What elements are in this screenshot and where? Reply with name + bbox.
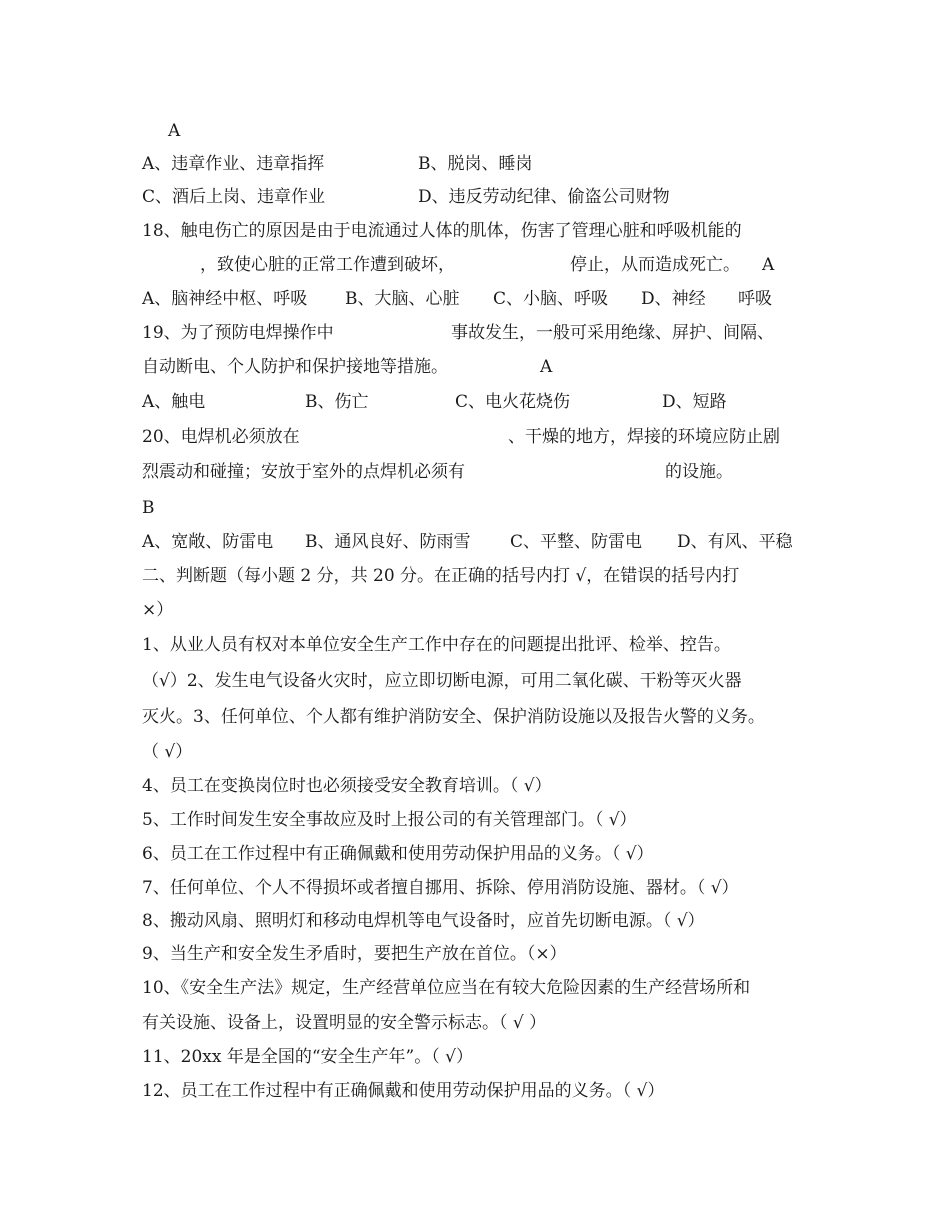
q19-line1-part1: 19、为了预防电焊操作中	[142, 323, 334, 343]
tf-line: （√）2、发生电气设备火灾时，应立即切断电源，可用二氧化碳、干粉等灭火器	[142, 671, 742, 691]
tf-line: 1、从业人员有权对本单位安全生产工作中存在的问题提出批评、检举、控告。	[142, 635, 731, 655]
q18-line2-part2: 停止，从而造成死亡。	[570, 255, 740, 275]
tf-item-10-cont: 有关设施、设备上，设置明显的安全警示标志。（ √ ）	[142, 1013, 547, 1033]
q20-line1-part1: 20、电焊机必须放在	[142, 427, 300, 447]
q19-line1-part2: 事故发生，一般可采用绝缘、屏护、间隔、	[451, 323, 774, 343]
tf-line: （ √）	[142, 742, 193, 762]
section2-heading: 二、判断题（每小题 2 分，共 20 分。在正确的括号内打 √，在错误的括号内打	[142, 566, 740, 586]
q19-option-b: B、伤亡	[305, 392, 369, 412]
q18-line1: 18、触电伤亡的原因是由于电流通过人体的肌体，伤害了管理心脏和呼吸机能的	[142, 221, 742, 241]
q17-answer: A	[168, 121, 181, 141]
q20-option-b: B、通风良好、防雨雪	[305, 532, 471, 552]
tf-item-8: 8、搬动风扇、照明灯和移动电焊机等电气设备时，应首先切断电源。（ √）	[142, 911, 705, 931]
q18-line2-part1: ，致使心脏的正常工作遭到破坏，	[200, 255, 455, 275]
q20-answer: B	[142, 498, 155, 518]
tf-item-7: 7、任何单位、个人不得损坏或者擅自挪用、拆除、停用消防设施、器材。（ √）	[142, 878, 739, 898]
tf-item-9: 9、当生产和安全发生矛盾时，要把生产放在首位。（×）	[142, 944, 567, 964]
tf-line: 灭火。3、任何单位、个人都有维护消防安全、保护消防设施以及报告火警的义务。	[142, 707, 765, 727]
tf-item-12: 12、员工在工作过程中有正确佩戴和使用劳动保护用品的义务。（ √）	[142, 1081, 665, 1101]
q20-line1-part2: 、干燥的地方，焊接的环境应防止剧	[508, 427, 780, 447]
q19-option-a: A、触电	[142, 392, 206, 412]
tf-item-4: 4、员工在变换岗位时也必须接受安全教育培训。（ √）	[142, 776, 552, 796]
tf-item-10: 10、《安全生产法》规定，生产经营单位应当在有较大危险因素的生产经营场所和	[142, 978, 751, 998]
section2-heading-cont: ×）	[142, 600, 174, 620]
q18-option-a: A、脑神经中枢、呼吸	[142, 289, 308, 309]
tf-item-6: 6、员工在工作过程中有正确佩戴和使用劳动保护用品的义务。（ √）	[142, 844, 654, 864]
q20-option-a: A、宽敞、防雷电	[142, 532, 274, 552]
q17-option-a: A、违章作业、违章指挥	[142, 154, 325, 174]
q19-option-d: D、短路	[662, 392, 727, 412]
q19-answer: A	[540, 357, 553, 377]
q20-line2-part2: 的设施。	[665, 462, 733, 482]
q17-option-d: D、违反劳动纪律、偷盗公司财物	[418, 187, 670, 207]
q18-option-d-cont: 呼吸	[738, 289, 772, 309]
q17-option-b: B、脱岗、睡岗	[418, 154, 533, 174]
q19-option-c: C、电火花烧伤	[455, 392, 571, 412]
q18-option-d: D、神经	[641, 289, 706, 309]
q19-line2: 自动断电、个人防护和保护接地等措施。	[142, 357, 448, 377]
q18-option-c: C、小脑、呼吸	[493, 289, 609, 309]
q18-option-b: B、大脑、心脏	[345, 289, 460, 309]
q20-line2-part1: 烈震动和碰撞；安放于室外的点焊机必须有	[142, 462, 465, 482]
q18-answer: A	[762, 255, 775, 275]
tf-item-5: 5、工作时间发生安全事故应及时上报公司的有关管理部门。（ √）	[142, 810, 637, 830]
q17-option-c: C、酒后上岗、违章作业	[142, 187, 326, 207]
q20-option-c: C、平整、防雷电	[510, 532, 643, 552]
q20-option-d: D、有风、平稳	[677, 532, 793, 552]
tf-item-11: 11、20xx 年是全国的“安全生产年”。（ √）	[142, 1047, 473, 1067]
